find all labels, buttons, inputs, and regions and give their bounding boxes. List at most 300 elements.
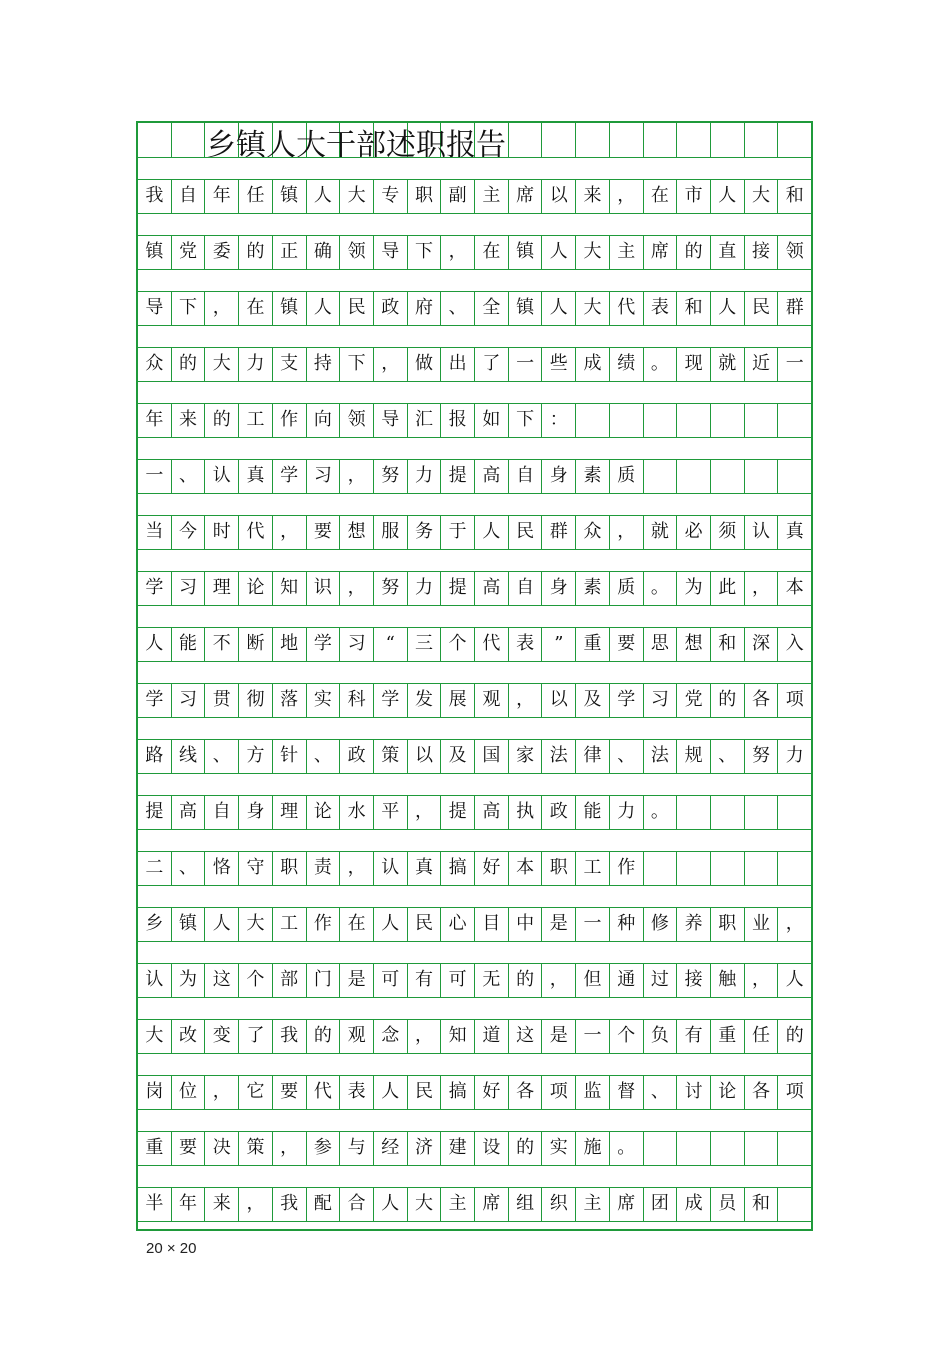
grid-cell: 素: [576, 571, 610, 605]
grid-cell: 参: [307, 1131, 341, 1165]
grid-cell: ，: [374, 347, 408, 381]
grid-cell: 织: [542, 1187, 576, 1221]
grid-cell: 的: [509, 963, 543, 997]
grid-cell: 民: [340, 291, 374, 325]
text-line: [138, 571, 811, 605]
grid-cell: 党: [677, 683, 711, 717]
grid-cell: 业: [745, 907, 779, 941]
grid-cell: ，: [408, 1019, 442, 1053]
grid-cell: 和: [711, 627, 745, 661]
grid-cell: 种: [610, 907, 644, 941]
grid-cell: 来: [576, 179, 610, 213]
grid-cell: ：: [542, 403, 576, 437]
grid-cell: 二: [138, 851, 172, 885]
text-line: [138, 403, 811, 437]
grid-cell: [711, 851, 745, 885]
row-divider: [138, 437, 811, 438]
grid-cell: 做: [408, 347, 442, 381]
grid-cell: ，: [340, 571, 374, 605]
grid-cell: 论: [239, 571, 273, 605]
grid-cell: 了: [475, 347, 509, 381]
grid-cell: [778, 1187, 811, 1221]
grid-cell: 合: [340, 1187, 374, 1221]
grid-cell: 设: [475, 1131, 509, 1165]
grid-cell: 认: [374, 851, 408, 885]
row-divider: [138, 493, 811, 494]
grid-cell: 与: [340, 1131, 374, 1165]
grid-cell: 今: [172, 515, 206, 549]
grid-cell: 镇: [138, 235, 172, 269]
grid-cell: 本: [509, 851, 543, 885]
grid-cell: 作: [307, 907, 341, 941]
grid-cell: 知: [441, 1019, 475, 1053]
grid-cell: 代: [610, 291, 644, 325]
text-line: [138, 1131, 811, 1165]
grid-cell: 知: [273, 571, 307, 605]
grid-cell: 的: [785, 1025, 804, 1046]
grid-cell: [610, 403, 644, 437]
row-divider: [138, 605, 811, 606]
grid-cell: 好: [475, 851, 509, 885]
grid-cell: [778, 123, 811, 157]
row-divider: [138, 829, 811, 830]
grid-cell: 理: [273, 795, 307, 829]
grid-cell: [644, 403, 678, 437]
grid-cell: 。: [610, 1131, 644, 1165]
grid-cell: 乡: [138, 907, 172, 941]
grid-cell: 主: [441, 1187, 475, 1221]
grid-cell: 论: [307, 795, 341, 829]
grid-cell: 绩: [610, 347, 644, 381]
grid-cell: 策: [239, 1131, 273, 1165]
grid-cell: 高: [475, 459, 509, 493]
grid-cell: 人: [138, 627, 172, 661]
grid-cell: 是: [340, 963, 374, 997]
grid-cell: [610, 123, 644, 157]
grid-cell: 、: [644, 1075, 678, 1109]
grid-cell: 岗: [138, 1075, 172, 1109]
grid-cell: 努: [374, 459, 408, 493]
row-divider: [138, 381, 811, 382]
grid-cell: 负: [644, 1019, 678, 1053]
grid-cell: 领: [340, 403, 374, 437]
grid-cell: 近: [745, 347, 779, 381]
grid-cell: 学: [610, 683, 644, 717]
grid-cell: 于: [441, 515, 475, 549]
row-divider: [138, 1109, 811, 1110]
grid-cell: 时: [205, 515, 239, 549]
grid-cell: 方: [239, 739, 273, 773]
grid-cell: [576, 123, 610, 157]
row-divider: [138, 885, 811, 886]
grid-cell: 策: [374, 739, 408, 773]
grid-cell: 重: [576, 627, 610, 661]
grid-cell: 要: [307, 515, 341, 549]
row-divider: [138, 997, 811, 998]
grid-cell: 自: [509, 459, 543, 493]
grid-cell: 触: [711, 963, 745, 997]
grid-cell: 务: [408, 515, 442, 549]
grid-cell: 过: [644, 963, 678, 997]
grid-cell: 府: [408, 291, 442, 325]
grid-cell: ，: [205, 1075, 239, 1109]
text-line: [138, 347, 811, 381]
grid-cell: 、: [307, 739, 341, 773]
grid-cell: 思: [644, 627, 678, 661]
grid-cell: ，: [745, 963, 779, 997]
grid-cell: 直: [711, 235, 745, 269]
grid-cell: 彻: [239, 683, 273, 717]
grid-cell: ，: [509, 683, 543, 717]
grid-cell: 提: [441, 795, 475, 829]
grid-cell: 深: [745, 627, 779, 661]
grid-cell: 平: [374, 795, 408, 829]
grid-cell: 监: [576, 1075, 610, 1109]
grid-cell: [677, 795, 711, 829]
grid-cell: 副: [441, 179, 475, 213]
grid-cell: 力: [408, 571, 442, 605]
grid-cell: 各: [745, 683, 779, 717]
grid-cell: 习: [307, 459, 341, 493]
grid-cell: 通: [610, 963, 644, 997]
grid-cell: 、: [172, 851, 206, 885]
grid-cell: 它: [239, 1075, 273, 1109]
grid-cell: 表: [644, 291, 678, 325]
grid-cell: ，: [542, 963, 576, 997]
grid-cell: 力: [408, 459, 442, 493]
grid-cell: 和: [785, 185, 804, 206]
grid-cell: 镇: [509, 235, 543, 269]
grid-cell: 人: [785, 969, 804, 990]
grid-cell: 以: [542, 683, 576, 717]
text-line: [138, 795, 811, 829]
row-divider: [138, 549, 811, 550]
grid-cell: 、: [205, 739, 239, 773]
grid-cell: 人: [542, 235, 576, 269]
grid-cell: [745, 795, 779, 829]
text-line: [138, 627, 811, 661]
grid-cell: 针: [273, 739, 307, 773]
text-line: [138, 683, 811, 717]
grid-cell: 配: [307, 1187, 341, 1221]
grid-cell: 的: [239, 235, 273, 269]
grid-cell: 就: [644, 515, 678, 549]
grid-cell: 可: [441, 963, 475, 997]
grid-cell: 镇: [172, 907, 206, 941]
grid-cell: 和: [677, 291, 711, 325]
grid-cell: 高: [475, 795, 509, 829]
grid-cell: ，: [205, 291, 239, 325]
grid-cell: ，: [239, 1187, 273, 1221]
grid-cell: 、: [610, 739, 644, 773]
grid-cell: 守: [239, 851, 273, 885]
grid-cell: 习: [172, 571, 206, 605]
text-line: [138, 291, 811, 325]
grid-cell: 个: [610, 1019, 644, 1053]
grid-cell: 变: [205, 1019, 239, 1053]
grid-cell: [745, 403, 779, 437]
grid-cell: 代: [475, 627, 509, 661]
grid-cell: 有: [677, 1019, 711, 1053]
grid-cell: 念: [374, 1019, 408, 1053]
grid-cell: [711, 795, 745, 829]
grid-cell: 任: [239, 179, 273, 213]
grid-cell: 表: [509, 627, 543, 661]
grid-cell: 位: [172, 1075, 206, 1109]
grid-cell: [745, 459, 779, 493]
grid-cell: 学: [138, 683, 172, 717]
grid-cell: 目: [475, 907, 509, 941]
text-line: [138, 1019, 811, 1053]
grid-cell: [172, 123, 206, 157]
row-divider: [138, 661, 811, 662]
grid-cell: 身: [239, 795, 273, 829]
grid-cell: 有: [408, 963, 442, 997]
grid-cell: [778, 1131, 811, 1165]
grid-cell: 个: [441, 627, 475, 661]
grid-cell: 下: [172, 291, 206, 325]
grid-cell: [542, 123, 576, 157]
grid-cell: [644, 851, 678, 885]
grid-cell: 报: [441, 403, 475, 437]
grid-cell: 接: [677, 963, 711, 997]
grid-cell: 。: [644, 347, 678, 381]
grid-cell: 员: [711, 1187, 745, 1221]
grid-cell: 的: [307, 1019, 341, 1053]
grid-cell: 团: [644, 1187, 678, 1221]
grid-cell: [778, 795, 811, 829]
manuscript-grid-paper: [136, 121, 813, 1231]
text-line: [138, 963, 811, 997]
grid-cell: 科: [340, 683, 374, 717]
grid-cell: 作: [610, 851, 644, 885]
grid-cell: 党: [172, 235, 206, 269]
row-divider: [138, 325, 811, 326]
grid-cell: 人: [374, 907, 408, 941]
grid-cell: 质: [610, 571, 644, 605]
row-divider: [138, 1165, 811, 1166]
grid-cell: 的: [711, 683, 745, 717]
grid-cell: 水: [340, 795, 374, 829]
grid-cell: 专: [374, 179, 408, 213]
grid-cell: 道: [475, 1019, 509, 1053]
grid-cell: 心: [441, 907, 475, 941]
grid-cell: 贯: [205, 683, 239, 717]
grid-cell: 导: [138, 291, 172, 325]
grid-cell: 席: [610, 1187, 644, 1221]
grid-cell: 、: [441, 291, 475, 325]
grid-cell: [677, 459, 711, 493]
grid-cell: 工: [273, 907, 307, 941]
grid-cell: 以: [408, 739, 442, 773]
grid-cell: 及: [441, 739, 475, 773]
grid-cell: 大: [576, 235, 610, 269]
grid-cell: 自: [205, 795, 239, 829]
grid-cell: 督: [610, 1075, 644, 1109]
grid-cell: [711, 459, 745, 493]
grid-cell: 本: [785, 577, 804, 598]
grid-cell: 自: [172, 179, 206, 213]
grid-cell: 改: [172, 1019, 206, 1053]
grid-cell: 决: [205, 1131, 239, 1165]
grid-cell: 现: [677, 347, 711, 381]
grid-cell: 工: [239, 403, 273, 437]
grid-cell: 群: [785, 297, 804, 318]
grid-cell: 大: [576, 291, 610, 325]
grid-cell: 论: [711, 1075, 745, 1109]
grid-cell: ”: [542, 627, 576, 661]
grid-cell: 出: [441, 347, 475, 381]
grid-cell: 认: [138, 963, 172, 997]
row-divider: [138, 773, 811, 774]
grid-cell: [576, 403, 610, 437]
grid-cell: 家: [509, 739, 543, 773]
grid-cell: 要: [172, 1131, 206, 1165]
grid-cell: 我: [138, 179, 172, 213]
grid-cell: 线: [172, 739, 206, 773]
grid-cell: [509, 123, 543, 157]
grid-cell: 职: [273, 851, 307, 885]
grid-cell: 自: [509, 571, 543, 605]
grid-cell: 重: [711, 1019, 745, 1053]
grid-cell: 想: [677, 627, 711, 661]
grid-cell: 是: [542, 907, 576, 941]
grid-cell: [778, 459, 811, 493]
grid-cell: 政: [374, 291, 408, 325]
grid-cell: [778, 403, 811, 437]
grid-cell: 在: [475, 235, 509, 269]
grid-cell: 努: [745, 739, 779, 773]
grid-cell: 地: [273, 627, 307, 661]
grid-cell: 我: [273, 1187, 307, 1221]
grid-cell: 持: [307, 347, 341, 381]
text-line: [138, 1075, 811, 1109]
grid-cell: 路: [138, 739, 172, 773]
grid-cell: 领: [340, 235, 374, 269]
grid-cell: 提: [441, 459, 475, 493]
text-line: [138, 1187, 811, 1221]
grid-cell: ，: [273, 1131, 307, 1165]
row-divider: [138, 269, 811, 270]
grid-cell: 当: [138, 515, 172, 549]
grid-cell: 力: [610, 795, 644, 829]
grid-cell: ，: [610, 515, 644, 549]
grid-cell: 了: [239, 1019, 273, 1053]
grid-cell: 理: [205, 571, 239, 605]
grid-cell: 能: [172, 627, 206, 661]
grid-cell: 习: [340, 627, 374, 661]
grid-cell: 好: [475, 1075, 509, 1109]
grid-cell: [644, 1131, 678, 1165]
grid-cell: 在: [340, 907, 374, 941]
grid-cell: 人: [475, 515, 509, 549]
grid-cell: 大: [340, 179, 374, 213]
grid-cell: 规: [677, 739, 711, 773]
grid-cell: 席: [644, 235, 678, 269]
row-divider: [138, 1221, 811, 1222]
grid-cell: 支: [273, 347, 307, 381]
grid-cell: ，: [441, 235, 475, 269]
grid-cell: [711, 123, 745, 157]
grid-cell: 此: [711, 571, 745, 605]
grid-cell: 搞: [441, 1075, 475, 1109]
grid-cell: 下: [408, 235, 442, 269]
grid-cell: 向: [307, 403, 341, 437]
grid-cell: 人: [374, 1075, 408, 1109]
grid-cell: 不: [205, 627, 239, 661]
row-divider: [138, 941, 811, 942]
grid-cell: 年: [172, 1187, 206, 1221]
grid-cell: 国: [475, 739, 509, 773]
grid-cell: 如: [475, 403, 509, 437]
grid-cell: 认: [745, 515, 779, 549]
grid-cell: 人: [307, 179, 341, 213]
grid-cell: 力: [785, 745, 804, 766]
grid-cell: 这: [205, 963, 239, 997]
grid-cell: 民: [745, 291, 779, 325]
grid-cell: [745, 123, 779, 157]
grid-cell: 项: [542, 1075, 576, 1109]
grid-cell: [677, 403, 711, 437]
grid-cell: 要: [610, 627, 644, 661]
grid-cell: 我: [273, 1019, 307, 1053]
grid-cell: 在: [239, 291, 273, 325]
grid-cell: 实: [542, 1131, 576, 1165]
grid-cell: 席: [475, 1187, 509, 1221]
grid-cell: 和: [745, 1187, 779, 1221]
grid-cell: 众: [138, 347, 172, 381]
grid-cell: 身: [542, 571, 576, 605]
grid-cell: 人: [542, 291, 576, 325]
grid-cell: 年: [138, 403, 172, 437]
grid-cell: 、: [711, 739, 745, 773]
grid-cell: 观: [340, 1019, 374, 1053]
grid-cell: 人: [205, 907, 239, 941]
text-line: [138, 459, 811, 493]
row-divider: [138, 213, 811, 214]
grid-cell: 领: [785, 241, 804, 262]
grid-cell: 质: [610, 459, 644, 493]
grid-cell: 的: [205, 403, 239, 437]
grid-cell: 职: [711, 907, 745, 941]
grid-cell: 为: [677, 571, 711, 605]
grid-cell: 表: [340, 1075, 374, 1109]
grid-cell: 是: [542, 1019, 576, 1053]
grid-cell: 民: [509, 515, 543, 549]
grid-cell: [644, 123, 678, 157]
grid-cell: ，: [273, 515, 307, 549]
grid-cell: 些: [542, 347, 576, 381]
grid-cell: 全: [475, 291, 509, 325]
grid-cell: 养: [677, 907, 711, 941]
grid-cell: 接: [745, 235, 779, 269]
grid-cell: 努: [374, 571, 408, 605]
grid-cell: 的: [677, 235, 711, 269]
grid-cell: 导: [374, 235, 408, 269]
grid-cell: 学: [273, 459, 307, 493]
grid-cell: 责: [307, 851, 341, 885]
grid-cell: [677, 1131, 711, 1165]
grid-cell: 主: [610, 235, 644, 269]
grid-cell: 真: [239, 459, 273, 493]
grid-cell: 一: [138, 459, 172, 493]
grid-cell: 代: [239, 515, 273, 549]
grid-cell: [745, 1131, 779, 1165]
grid-cell: 大: [239, 907, 273, 941]
grid-cell: 各: [745, 1075, 779, 1109]
grid-cell: 汇: [408, 403, 442, 437]
grid-cell: 须: [711, 515, 745, 549]
